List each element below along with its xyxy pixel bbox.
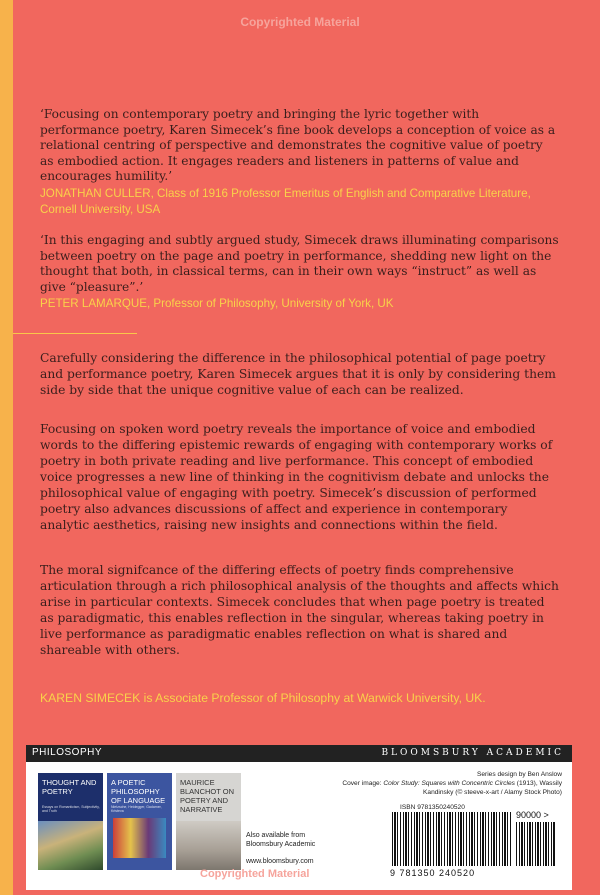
watermark-bottom: Copyrighted Material [200,868,310,880]
endorsement-quote-1 [40,107,560,218]
isbn-text: ISBN 9781350240520 [400,804,465,811]
series-design-credit: Series design by Ben Anslow [476,771,562,778]
category-label: PHILOSOPHY [32,747,103,758]
barcode-number: 9 781350 240520 [390,868,476,878]
cover-artwork [38,821,103,870]
book-title: THOUGHT AND POETRY [42,778,97,796]
blurb-paragraph-1: Carefully considering the difference in the philosophical potential of page poetry and performance poetry, Karen Simecek argues that it is only by considering them side by side that the unique cognitive value of each can be realized. [40,351,556,397]
related-book-cover [176,773,241,870]
price-barcode [516,822,556,866]
credits-block [342,770,562,797]
book-subtitle: Nietzsche, Heidegger, Gadamer, Kristeva [111,805,162,813]
author-bio: KAREN SIMECEK is Associate Professor of Philosophy at Warwick University, UK. [40,691,486,705]
quote-text: ‘In this engaging and subtly argued study, Simecek draws illuminating comparisons between poetry on the page and poetry in performance, shedding new light on the thought that both, in classical terms, can in their own ways “instruct” as well as give “pleasure”.’ [40,233,559,294]
divider-rule [13,333,137,334]
spine-stripe [0,0,13,895]
cover-artwork [113,818,166,858]
cover-image-title: Color Study: Squares with Concentric Circles [383,780,515,787]
cover-artwork [176,821,241,870]
blurb-paragraph-3: The moral signifcance of the differing effects of poetry finds comprehensive articulation through a rich philosophical analysis of the thoughts and affects which arise in particular contexts. Simecek concludes that when page poetry is treated as paradigmatic, this enables reflection in the singular, whereas taking poetry in live performance as paradigmatic enables reflection on what is shared and shareable with others. [40,563,559,657]
endorsement-quote-2 [40,233,560,312]
watermark-top: Copyrighted Material [240,15,360,29]
book-subtitle: Essays on Romanticism, Subjectivity, and Truth [42,805,100,813]
cover-image-label: Cover image: [342,780,382,787]
publisher-label: BLOOMSBURY ACADEMIC [381,748,564,758]
cover-image-rest: (1913), Wassily Kandinsky (© steeve-x-art / Alamy Stock Photo) [423,780,562,796]
price-code: 90000 > [516,810,549,820]
footer-bar [26,745,572,762]
also-available-text: Also available from Bloomsbury Academic [246,832,316,848]
related-book-cover [107,773,172,870]
blurb-paragraph-2: Focusing on spoken word poetry reveals the importance of voice and embodied words to the differing epistemic rewards of engaging with contemporary works of poetry in both private reading and live performance. This concept of embodied voice progresses a new line of thinking in the cognitivism debate and unlocks the philosophical value of engaging with poetry. Simecek’s discussion of performed poetry also advances discussions of affect and experience in contemporary analytic aesthetics, raising new insights and connections within the field. [40,422,553,532]
quote-text: ‘Focusing on contemporary poetry and bringing the lyric together with performance poetry, Karen Simecek’s fine book develops a conception of voice as a relational centring of perspective and demonstrates the cognitive value of poetry as embodied action. It engages readers and listeners in patterns of value and encourages humility.’ [40,107,556,184]
related-book-cover [38,773,103,870]
cover-image-credit [342,779,562,797]
quote-attribution: JONATHAN CULLER, Class of 1916 Professor Emeritus of English and Comparative Literature, Cornell University, USA [40,186,531,216]
book-title: A POETIC PHILOSOPHY OF LANGUAGE [111,778,166,805]
publisher-url: www.bloomsbury.com [246,858,314,865]
book-title: MAURICE BLANCHOT ON POETRY AND NARRATIVE [180,778,235,814]
quote-attribution: PETER LAMARQUE, Professor of Philosophy, University of York, UK [40,297,394,311]
barcode [392,812,512,866]
